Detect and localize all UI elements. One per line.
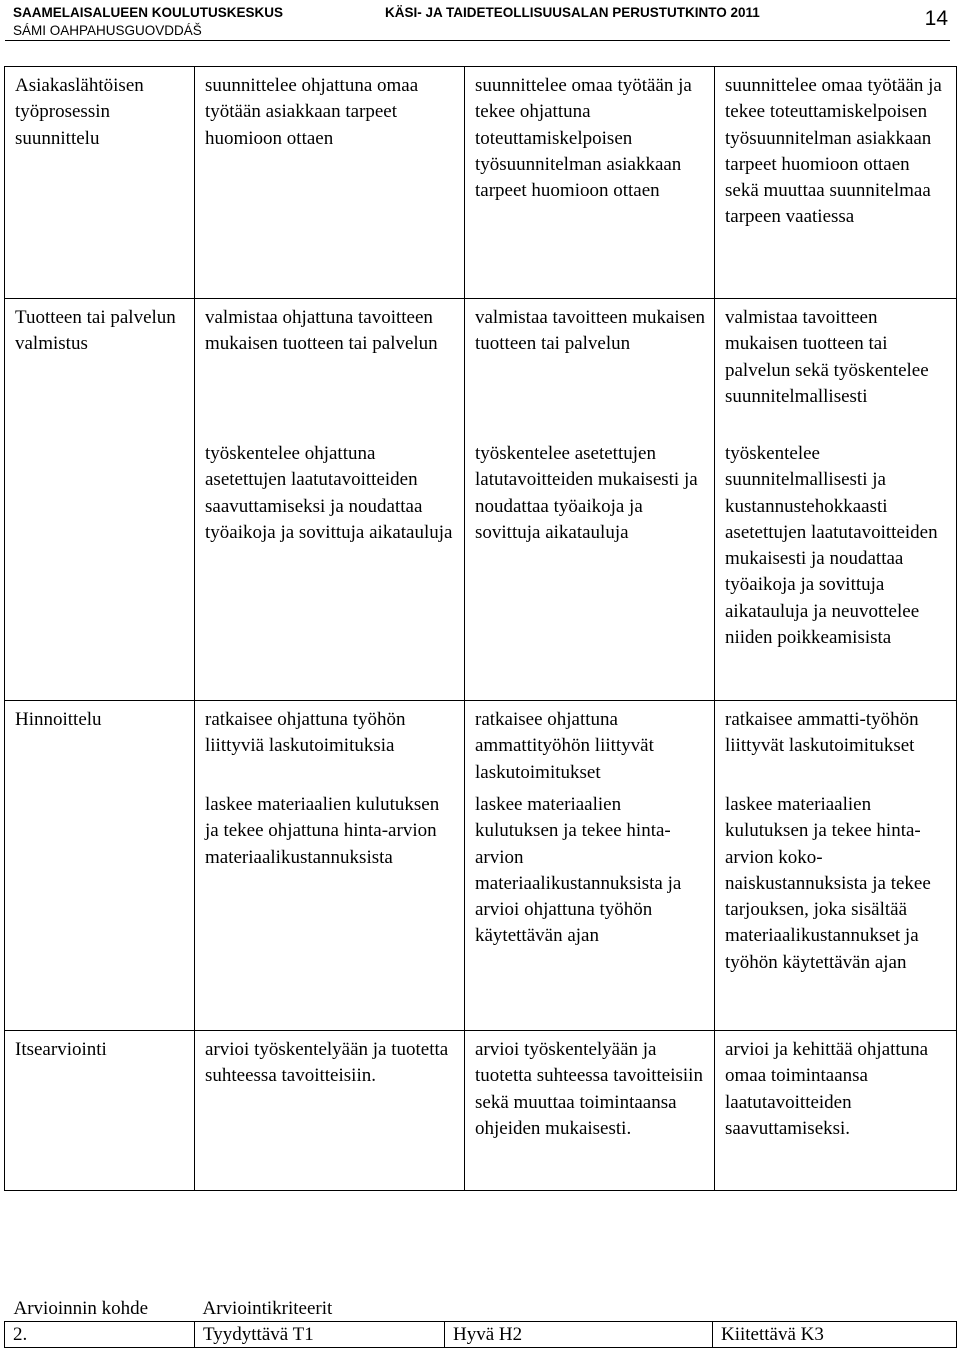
criteria-k3-cell: ratkaisee ammatti-työhön liittyvät laskutoimitukset laskee materiaalien kulutuksen ja tekee hinta-arvion koko-naiskustannuksista ja tekee tarjouksen, joka sisältää materiaalikustannukset ja työhön käytettävän ajan	[715, 701, 957, 1031]
assessment-target-cell: Asiakaslähtöisen työprosessin suunnittelu	[5, 67, 195, 299]
criteria-h2-cell: suunnittelee omaa työtään ja tekee ohjattuna toteuttamiskelpoisen työsuunnitelman asiakkaan tarpeet huomioon ottaen	[465, 67, 715, 299]
organization-name	[13, 4, 283, 40]
assessment-target-cell: Hinnoittelu	[5, 701, 195, 1031]
footer-number: 2.	[5, 1322, 195, 1348]
grade-k3-label: Kiitettävä K3	[713, 1322, 957, 1348]
criteria-k3-cell: suunnittelee omaa työtään ja tekee toteuttamiskelpoisen työsuunnitelman asiakkaan tarpeet huomioon ottaen sekä muuttaa suunnitelmaa tarpeen vaatiessa	[715, 67, 957, 299]
page-number: 14	[924, 7, 948, 30]
assessment-target-cell: Tuotteen tai palvelun valmistus	[5, 299, 195, 701]
criteria-h2-cell: arvioi työskentelyään ja tuotetta suhteessa tavoitteisiin sekä muuttaa toimintaansa ohjeiden mukaisesti.	[465, 1031, 715, 1191]
grade-h2-label: Hyvä H2	[445, 1322, 713, 1348]
footer-header-row	[5, 1296, 957, 1322]
criteria-table	[4, 66, 957, 1191]
criteria-t1-cell: arvioi työskentelyään ja tuotetta suhteessa tavoitteisiin.	[195, 1031, 465, 1191]
criteria-t1-cell: suunnittelee ohjattuna omaa työtään asiakkaan tarpeet huomioon ottaen	[195, 67, 465, 299]
criteria-t1-cell: valmistaa ohjattuna tavoitteen mukaisen tuotteen tai palvelun työskentelee ohjattuna asetettujen laatutavoitteiden saavuttamiseksi ja noudattaa työaikoja ja sovittuja aikatauluja	[195, 299, 465, 701]
criteria-t1-cell: ratkaisee ohjattuna työhön liittyviä laskutoimituksia laskee materiaalien kulutuksen ja tekee ohjattuna hinta-arvion materiaalikustannuksista	[195, 701, 465, 1031]
footer-table	[4, 1296, 957, 1348]
footer-criteria-heading: Arviointikriteerit	[195, 1296, 445, 1322]
page-header	[13, 4, 948, 40]
criteria-h2-cell: valmistaa tavoitteen mukaisen tuotteen tai palvelun työskentelee asetettujen latutavoitteiden mukaisesti ja noudattaa työaikoja ja sovittuja aikatauluja	[465, 299, 715, 701]
assessment-target-cell: Itsearviointi	[5, 1031, 195, 1191]
table-row	[5, 701, 957, 1031]
organization-name-line1: SAAMELAISALUEEN KOULUTUSKESKUS	[13, 5, 284, 20]
table-row	[5, 1031, 957, 1191]
criteria-k3-cell: valmistaa tavoitteen mukaisen tuotteen tai palvelun sekä työskentelee suunnitelmallisesti työskentelee suunnitelmallisesti ja kustannustehokkaasti asetettujen laatutavoitteiden mukaisesti ja noudattaa työaikoja ja sovittuja aikatauluja ja neuvottelee niiden poikkeamisista	[715, 299, 957, 701]
table-row	[5, 299, 957, 701]
header-divider	[5, 40, 950, 41]
footer-target-heading: Arvioinnin kohde	[5, 1296, 195, 1322]
document-title: KÄSI- JA TAIDETEOLLISUUSALAN PERUSTUTKINTO 2011	[385, 5, 760, 20]
grade-t1-label: Tyydyttävä T1	[195, 1322, 445, 1348]
table-row	[5, 67, 957, 299]
criteria-h2-cell: ratkaisee ohjattuna ammattityöhön liittyvät laskutoimitukset laskee materiaalien kulutuksen ja tekee hinta-arvion materiaalikustannuksista ja arvioi ohjattuna työhön käytettävän ajan	[465, 701, 715, 1031]
organization-name-line2: SÁMI OAHPAHUSGUOVDDÁŠ	[13, 23, 202, 38]
criteria-k3-cell: arvioi ja kehittää ohjattuna omaa toimintaansa laatutavoitteiden saavuttamiseksi.	[715, 1031, 957, 1191]
footer-grade-row	[5, 1322, 957, 1348]
